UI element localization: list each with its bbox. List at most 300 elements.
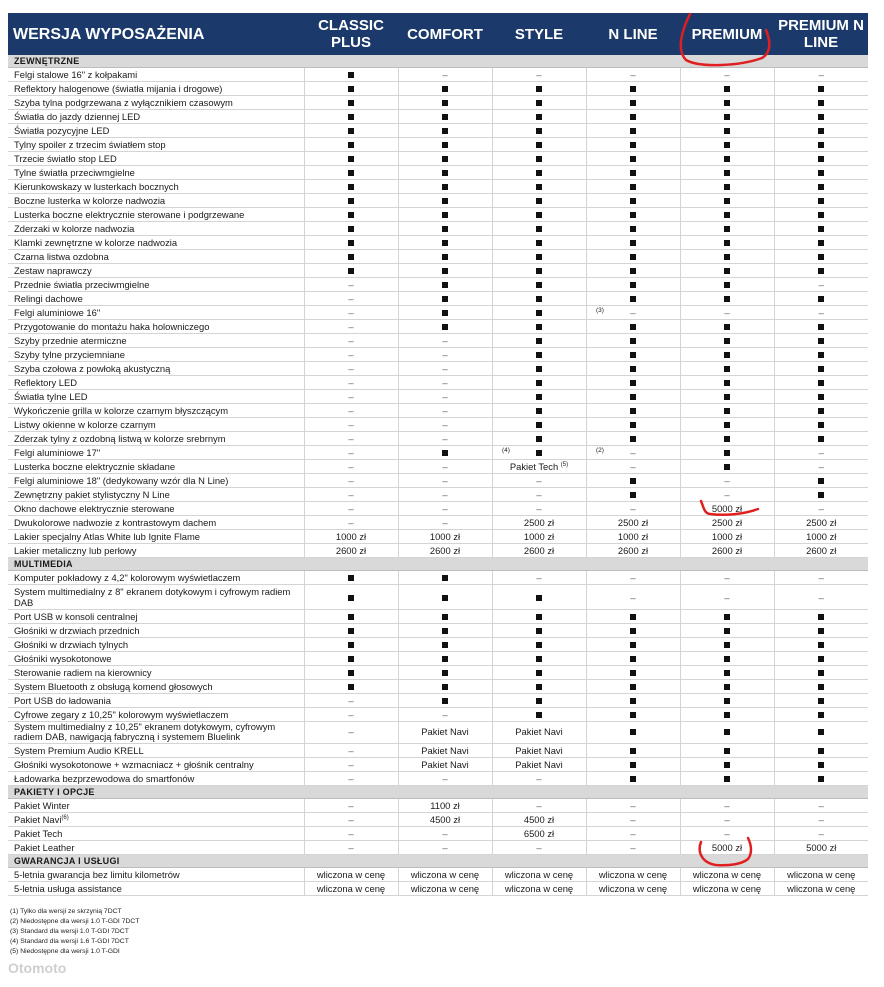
feature-label [8, 124, 304, 138]
standard-square-icon [536, 240, 542, 246]
value-text: Pakiet Tech [509, 461, 561, 472]
equipment-table [8, 13, 868, 896]
standard-square-icon [442, 254, 448, 260]
standard-mark [818, 377, 824, 388]
standard-square-icon [630, 394, 636, 400]
standard-square-icon [536, 366, 542, 372]
not-available-dash: – [442, 335, 448, 346]
value-cell [680, 758, 774, 772]
feature-label [8, 152, 304, 166]
standard-square-icon [630, 114, 636, 120]
value-cell [398, 110, 492, 124]
value-cell [398, 488, 492, 502]
standard-mark [724, 279, 730, 290]
not-available-dash: – [348, 419, 354, 430]
value-cell [398, 250, 492, 264]
standard-mark [818, 625, 824, 636]
footnote-marker: (5) [560, 461, 569, 468]
value-cell [774, 722, 868, 744]
standard-square-icon [536, 642, 542, 648]
table-row [8, 758, 868, 772]
standard-square-icon [536, 282, 542, 288]
standard-mark [442, 209, 448, 220]
feature-label [8, 722, 304, 744]
value-text: Pakiet Navi [421, 759, 469, 770]
standard-mark [724, 405, 730, 416]
value-cell [492, 404, 586, 418]
feature-text: Port USB do ładowania [14, 695, 111, 706]
table-row [8, 624, 868, 638]
standard-square-icon [536, 128, 542, 134]
standard-square-icon [348, 575, 354, 581]
standard-square-icon [348, 628, 354, 634]
feature-label [8, 680, 304, 694]
feature-label [8, 306, 304, 320]
table-header-row [8, 13, 868, 55]
standard-mark [630, 667, 636, 678]
value-cell [586, 166, 680, 180]
standard-square-icon [724, 156, 730, 162]
standard-mark [536, 167, 542, 178]
value-cell [774, 432, 868, 446]
value-cell [680, 138, 774, 152]
feature-label [8, 530, 304, 544]
standard-square-icon [724, 268, 730, 274]
feature-text: Przednie światła przeciwmgielne [14, 279, 150, 290]
feature-label [8, 827, 304, 841]
feature-label [8, 222, 304, 236]
section-label: PAKIETY I OPCJE [8, 786, 868, 799]
feature-label [8, 694, 304, 708]
value-cell [774, 772, 868, 786]
not-available-dash: – [348, 307, 354, 318]
value-cell [492, 138, 586, 152]
standard-square-icon [348, 114, 354, 120]
standard-mark [818, 223, 824, 234]
feature-label [8, 208, 304, 222]
footnote-line: (2) Niedostępne dla wersji 1.0 T-GDI 7DCT [10, 918, 140, 925]
standard-mark [630, 639, 636, 650]
standard-mark [724, 181, 730, 192]
standard-square-icon [818, 324, 824, 330]
standard-square-icon [442, 198, 448, 204]
column-header-n-line: N LINE [586, 13, 680, 55]
value-cell [586, 744, 680, 758]
value-cell [774, 799, 868, 813]
value-text: wliczona w cenę [598, 883, 668, 894]
value-cell [586, 610, 680, 624]
standard-mark [818, 181, 824, 192]
section-row [8, 786, 868, 799]
table-row [8, 474, 868, 488]
standard-mark [442, 639, 448, 650]
table-row [8, 638, 868, 652]
standard-square-icon [442, 156, 448, 162]
value-cell [492, 82, 586, 96]
value-cell [304, 110, 398, 124]
standard-mark [630, 405, 636, 416]
standard-square-icon [442, 170, 448, 176]
feature-text: Zestaw naprawczy [14, 265, 92, 276]
standard-mark [442, 293, 448, 304]
not-available-dash: – [630, 503, 636, 514]
value-cell [680, 334, 774, 348]
value-text: Pakiet Navi [515, 745, 563, 756]
standard-square-icon [536, 656, 542, 662]
standard-mark [630, 653, 636, 664]
value-text: 2600 zł [523, 545, 555, 556]
value-cell [398, 166, 492, 180]
value-text: 1000 zł [711, 531, 743, 542]
value-cell [680, 306, 774, 320]
feature-label [8, 362, 304, 376]
value-cell [586, 516, 680, 530]
value-text: 4500 zł [429, 814, 461, 825]
table-row [8, 96, 868, 110]
standard-mark [724, 726, 730, 737]
standard-square-icon [348, 642, 354, 648]
value-cell [492, 882, 586, 896]
standard-square-icon [442, 450, 448, 456]
value-cell [304, 194, 398, 208]
value-cell [398, 530, 492, 544]
value-cell [774, 652, 868, 666]
standard-square-icon [724, 254, 730, 260]
standard-mark [818, 139, 824, 150]
value-text: wliczona w cenę [316, 883, 386, 894]
value-cell [304, 799, 398, 813]
standard-mark [724, 335, 730, 346]
not-available-dash: – [630, 814, 636, 825]
standard-mark [724, 419, 730, 430]
table-row [8, 530, 868, 544]
standard-square-icon [724, 436, 730, 442]
standard-mark [724, 625, 730, 636]
feature-text: Relingi dachowe [14, 293, 83, 304]
value-cell [304, 488, 398, 502]
standard-square-icon [536, 324, 542, 330]
value-cell [492, 124, 586, 138]
standard-square-icon [536, 184, 542, 190]
value-cell [774, 68, 868, 82]
feature-text: Tylne światła przeciwmgielne [14, 167, 135, 178]
feature-label [8, 799, 304, 813]
standard-mark [348, 139, 354, 150]
value-cell [680, 530, 774, 544]
value-cell [586, 124, 680, 138]
value-cell [492, 799, 586, 813]
value-cell [680, 516, 774, 530]
standard-square-icon [630, 338, 636, 344]
value-text: 6500 zł [523, 828, 555, 839]
value-cell [492, 68, 586, 82]
standard-square-icon [818, 614, 824, 620]
feature-label [8, 571, 304, 585]
feature-text: Wykończenie grilla w kolorze czarnym błyszczącym [14, 405, 229, 416]
standard-mark [536, 209, 542, 220]
standard-square-icon [630, 748, 636, 754]
standard-square-icon [818, 352, 824, 358]
footnote-line: (5) Niedostępne dla wersji 1.0 T-GDI [10, 948, 120, 955]
value-cell [774, 610, 868, 624]
feature-label [8, 264, 304, 278]
value-cell [774, 278, 868, 292]
not-available-dash: – [724, 475, 730, 486]
value-cell [398, 680, 492, 694]
feature-label [8, 624, 304, 638]
value-cell [586, 758, 680, 772]
table-row [8, 708, 868, 722]
standard-mark [818, 251, 824, 262]
value-text: Pakiet Navi [515, 726, 563, 737]
value-cell [774, 306, 868, 320]
value-cell [680, 152, 774, 166]
standard-mark [630, 125, 636, 136]
not-available-dash: – [348, 800, 354, 811]
standard-mark [442, 307, 448, 318]
standard-mark [536, 307, 604, 318]
standard-mark [724, 349, 730, 360]
column-header-classic-plus: CLASSIC PLUS [304, 13, 398, 55]
value-cell [398, 694, 492, 708]
value-cell [304, 666, 398, 680]
value-cell [586, 841, 680, 855]
value-cell [774, 585, 868, 610]
value-cell [774, 882, 868, 896]
standard-square-icon [630, 156, 636, 162]
standard-mark [536, 695, 542, 706]
value-cell [398, 585, 492, 610]
standard-mark [348, 223, 354, 234]
standard-mark [442, 681, 448, 692]
value-text: wliczona w cenę [410, 883, 480, 894]
standard-mark [630, 321, 636, 332]
value-cell [492, 488, 586, 502]
column-header-style: STYLE [492, 13, 586, 55]
column-header-premium: PREMIUM [680, 13, 774, 55]
feature-text: System Bluetooth z obsługą komend głosowych [14, 681, 213, 692]
value-cell [680, 502, 774, 516]
value-cell [398, 841, 492, 855]
feature-text: Światła do jazdy dziennej LED [14, 111, 141, 122]
not-available-dash: – [348, 363, 354, 374]
standard-square-icon [724, 142, 730, 148]
value-cell [586, 799, 680, 813]
not-available-dash: – [724, 814, 730, 825]
standard-square-icon [724, 366, 730, 372]
standard-mark [442, 97, 448, 108]
standard-square-icon [630, 184, 636, 190]
standard-square-icon [630, 282, 636, 288]
feature-label [8, 194, 304, 208]
standard-square-icon [442, 575, 448, 581]
value-cell [492, 306, 604, 320]
standard-mark [536, 251, 542, 262]
table-row [8, 152, 868, 166]
feature-label [8, 610, 304, 624]
not-available-dash: – [348, 842, 354, 853]
value-cell [398, 208, 492, 222]
standard-square-icon [818, 198, 824, 204]
feature-label [8, 516, 304, 530]
value-cell [492, 502, 586, 516]
value-cell [774, 460, 868, 474]
value-cell [398, 320, 492, 334]
value-cell [774, 110, 868, 124]
not-available-dash: – [348, 433, 354, 444]
feature-text: Zewnętrzny pakiet stylistyczny N Line [14, 489, 170, 500]
value-cell [774, 488, 868, 502]
standard-square-icon [348, 614, 354, 620]
value-cell [586, 585, 680, 610]
standard-mark [630, 265, 636, 276]
standard-square-icon [724, 282, 730, 288]
not-available-dash: – [818, 828, 824, 839]
value-cell [398, 194, 492, 208]
standard-square-icon [536, 212, 542, 218]
value-cell [586, 813, 680, 827]
not-available-dash: – [818, 591, 824, 603]
standard-square-icon [536, 352, 542, 358]
value-cell [680, 124, 774, 138]
value-cell [398, 348, 492, 362]
column-header-premium-n-line: PREMIUM N LINE [774, 13, 868, 55]
standard-square-icon [724, 464, 730, 470]
standard-mark [630, 363, 636, 374]
standard-square-icon [724, 170, 730, 176]
standard-square-icon [724, 408, 730, 414]
standard-square-icon [818, 86, 824, 92]
not-available-dash: – [442, 517, 448, 528]
value-cell [586, 194, 680, 208]
value-cell [492, 772, 586, 786]
value-cell [586, 180, 680, 194]
standard-square-icon [630, 614, 636, 620]
value-cell [492, 166, 586, 180]
not-available-dash: – [348, 489, 354, 500]
value-cell [586, 348, 680, 362]
section-label: ZEWNĘTRZNE [8, 55, 868, 68]
not-available-dash: – [536, 572, 542, 583]
feature-label [8, 376, 304, 390]
section-row [8, 855, 868, 868]
standard-mark [442, 195, 448, 206]
value-cell [304, 813, 398, 827]
value-cell [680, 841, 774, 855]
value-cell [680, 744, 774, 758]
value-cell [680, 585, 774, 610]
value-text: 2600 zł [617, 545, 649, 556]
feature-text: Pakiet Leather [14, 842, 75, 853]
feature-label [8, 390, 304, 404]
value-cell [774, 334, 868, 348]
standard-square-icon [818, 128, 824, 134]
value-cell [680, 680, 774, 694]
value-cell [398, 446, 510, 460]
table-row [8, 82, 868, 96]
standard-mark [630, 349, 636, 360]
standard-square-icon [724, 240, 730, 246]
table-row [8, 110, 868, 124]
value-cell [774, 180, 868, 194]
standard-square-icon [818, 408, 824, 414]
value-cell [586, 666, 680, 680]
value-cell [492, 362, 586, 376]
standard-mark [536, 237, 542, 248]
value-cell [680, 250, 774, 264]
not-available-dash: – [818, 461, 824, 472]
standard-mark [630, 293, 636, 304]
standard-square-icon [442, 86, 448, 92]
standard-mark [442, 625, 448, 636]
value-cell [680, 694, 774, 708]
value-cell [586, 390, 680, 404]
standard-mark [724, 251, 730, 262]
standard-mark [724, 695, 730, 706]
value-cell [304, 180, 398, 194]
value-cell [492, 758, 586, 772]
not-available-dash: – [442, 349, 448, 360]
standard-square-icon [442, 296, 448, 302]
standard-mark [724, 111, 730, 122]
value-cell [492, 376, 586, 390]
standard-mark [348, 639, 354, 650]
value-cell [680, 799, 774, 813]
feature-text: Felgi aluminiowe 17" [14, 447, 101, 458]
standard-square-icon [536, 394, 542, 400]
standard-mark [348, 625, 354, 636]
value-cell [492, 544, 586, 558]
value-cell [586, 404, 680, 418]
feature-text: System multimedialny z 10,25" ekranem dotykowym, cyfrowym radiem DAB, nawigacją fabryczną i systemem Bluelink [14, 721, 276, 742]
value-cell [586, 110, 680, 124]
standard-square-icon [724, 296, 730, 302]
feature-text: Port USB w konsoli centralnej [14, 611, 138, 622]
value-cell [398, 222, 492, 236]
standard-mark [724, 363, 730, 374]
feature-label [8, 868, 304, 882]
value-cell [774, 666, 868, 680]
value-cell [492, 841, 586, 855]
feature-text: Listwy okienne w kolorze czarnym [14, 419, 156, 430]
feature-text: Tylny spoiler z trzecim światłem stop [14, 139, 166, 150]
feature-text: Szyby tylne przyciemniane [14, 349, 125, 360]
feature-text: Głośniki wysokotonowe + wzmacniacz + głośnik centralny [14, 759, 254, 770]
not-available-dash: – [724, 69, 730, 80]
standard-mark [536, 377, 542, 388]
standard-mark [724, 433, 730, 444]
feature-text: Dwukolorowe nadwozie z kontrastowym dachem [14, 517, 217, 528]
standard-mark [630, 153, 636, 164]
not-available-dash: – [630, 800, 636, 811]
not-available-dash: – [630, 69, 636, 80]
standard-mark [818, 349, 824, 360]
standard-mark [724, 667, 730, 678]
feature-text: Zderzaki w kolorze nadwozia [14, 223, 135, 234]
not-available-dash: – [536, 842, 542, 853]
standard-mark [442, 611, 448, 622]
table-row [8, 180, 868, 194]
standard-square-icon [348, 268, 354, 274]
value-cell [304, 222, 398, 236]
feature-text: Felgi aluminiowe 16" [14, 307, 101, 318]
feature-label [8, 758, 304, 772]
standard-mark [536, 447, 604, 458]
value-cell [680, 446, 774, 460]
standard-mark [348, 181, 354, 192]
feature-text: Lakier metaliczny lub perłowy [14, 545, 137, 556]
value-cell [398, 516, 492, 530]
